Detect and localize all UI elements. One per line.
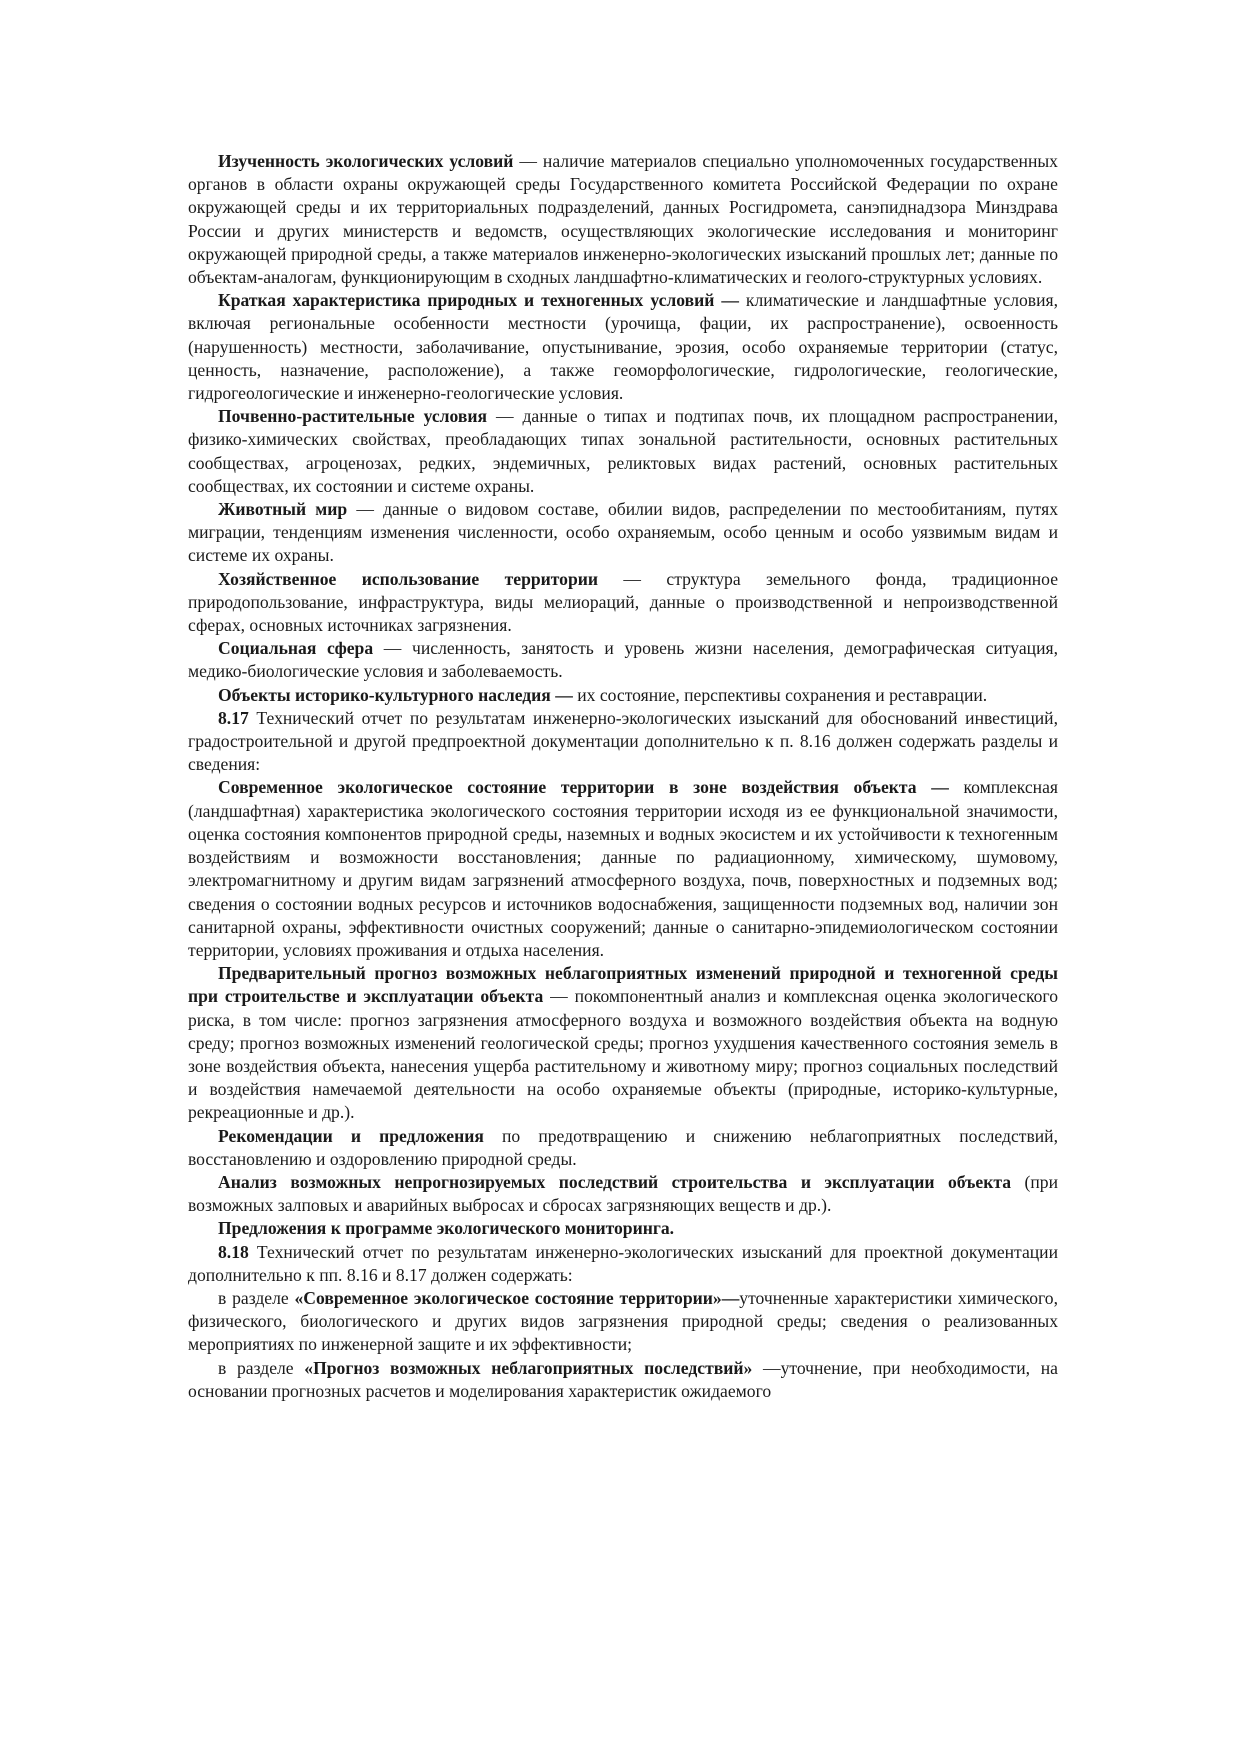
paragraph-section-current-state <box>188 1287 1058 1357</box>
paragraph-monitoring-proposals <box>188 1217 1058 1240</box>
document-page <box>188 150 1058 1403</box>
paragraph-preliminary-forecast <box>188 962 1058 1124</box>
paragraph-heritage <box>188 684 1058 707</box>
paragraph-text: Технический отчет по результатам инженерно-экологических изысканий для обоснований инвестиций, градостроительной и другой предпроектной документации дополнительно к п. 8.16 должен содержать разделы и сведения: <box>188 707 1058 775</box>
term-heading: Изученность экологических условий <box>218 151 514 171</box>
paragraph-natural-conditions <box>188 289 1058 405</box>
paragraph-text: (при возможных залповых и аварийных выбросах и сбросах загрязняющих веществ и др.). <box>188 1171 1058 1216</box>
term-heading: Объекты историко-культурного наследия — <box>218 684 573 705</box>
paragraph-text: их состояние, перспективы сохранения и реставрации. <box>572 684 988 705</box>
paragraph-ecology-knowledge <box>188 150 1058 289</box>
paragraph-land-use <box>188 568 1058 638</box>
paragraph-text: — наличие материалов специально уполномоченных государственных органов в области охраны окружающей среды Государственного комитета Российской Федерации по охране окружающей среды и их территориальных подразделений, данных Росгидромета, санэпиднадзора Минздрава России и других министерств и ведомств, осуществляющих экологические исследования и мониторинг окружающей природной среды, а также материалов инженерно-экологических изысканий прошлых лет; данные по объектам-аналогам, функционирующим в сходных ландшафтно-климатических и геолого-структурных условиях. <box>188 151 1058 288</box>
paragraph-text: комплексная (ландшафтная) характеристика экологического состояния территории исходя из ее функциональной значимости, оценка состояния компонентов природной среды, наземных и водных экосистем и их устойчивости к техногенным воздействиям и возможности восстановления; данные по радиационному, химическому, шумовому, электромагнитному и другим видам загрязнений атмосферного воздуха, почв, поверхностных и подземных вод; сведения о состоянии водных ресурсов и источников водоснабжения, защищенности подземных вод, наличии зон санитарной охраны, эффективности очистных сооружений; данные о санитарно-эпидемиологическом состоянии территории, условиях проживания и отдыха населения. <box>188 777 1059 960</box>
paragraph-recommendations <box>188 1125 1058 1171</box>
paragraph-text: уточненные характеристики химического, физического, биологического и других видов загрязнения природной среды; сведения о реализованных мероприятиях по инженерной защите и их эффективности; <box>188 1287 1058 1355</box>
paragraph-section-forecast <box>188 1357 1058 1403</box>
paragraph-text: — численность, занятость и уровень жизни населения, демографическая ситуация, медико-биологические условия и заболеваемость. <box>188 638 1058 682</box>
paragraph-text: — структура земельного фонда, традиционное природопользование, инфраструктура, виды мелиораций, данные о производственной и непроизводственной сферах, основных источниках загрязнения. <box>188 568 1058 636</box>
paragraph-section-8-18 <box>188 1241 1058 1287</box>
paragraph-prefix: в разделе <box>218 1357 305 1378</box>
term-heading: Хозяйственное использование территории <box>218 568 599 589</box>
paragraph-social-sphere <box>188 637 1058 683</box>
paragraph-text: — покомпонентный анализ и комплексная оценка экологического риска, в том числе: прогноз загрязнения атмосферного воздуха и возможного воздействия объекта на водную среду; прогноз возможных изменений геологической среды; прогноз ухудшения качественного состояния земель в зоне воздействия объекта, нанесения ущерба растительному и животному миру; прогноз социальных последствий и воздействия намечаемой деятельности на особо охраняемые объекты (природные, историко-культурные, рекреационные и др.). <box>188 986 1058 1123</box>
section-title: «Прогноз возможных неблагоприятных последствий» <box>304 1357 753 1378</box>
paragraph-section-8-17 <box>188 707 1058 777</box>
section-number: 8.17 <box>218 707 249 728</box>
term-heading: Предварительный прогноз возможных неблагоприятных изменений природной и техногенной среды при строительстве и эксплуатации объекта <box>188 963 1058 1007</box>
paragraph-text: по предотвращению и снижению неблагоприятных последствий, восстановлению и оздоровлению природной среды. <box>188 1125 1058 1169</box>
paragraph-unforeseen-consequences <box>188 1171 1058 1217</box>
term-heading: Современное экологическое состояние территории в зоне воздействия объекта — <box>218 777 949 798</box>
paragraph-soil-vegetation <box>188 405 1058 498</box>
paragraph-text: климатические и ландшафтные условия, включая региональные особенности местности (урочища, фации, их распространение), освоенность (нарушенность) местности, заболачивание, опустынивание, эрозия, особо охраняемые территории (статус, ценность, назначение, расположение), а также геоморфологические, гидрологические, геологические, гидрогеологические и инженерно-геологические условия. <box>188 290 1058 404</box>
term-heading: Социальная сфера <box>218 638 374 659</box>
paragraph-text: — данные о видовом составе, обилии видов, распределении по местообитаниям, путях миграции, тенденциям изменения численности, особо охраняемым, особо ценным и особо уязвимым видам и системе их охраны. <box>188 499 1059 566</box>
paragraph-text: — данные о типах и подтипах почв, их площадном распространении, физико-химических свойствах, преобладающих типах зональной растительности, основных растительных сообществах, агроценозах, редких, эндемичных, реликтовых видах растений, основных растительных сообществах, их состоянии и системе охраны. <box>188 406 1058 496</box>
term-heading: Рекомендации и предложения <box>218 1125 484 1146</box>
term-heading: Предложения к программе экологического мониторинга. <box>218 1218 675 1239</box>
paragraph-text: —уточнение, при необходимости, на основании прогнозных расчетов и моделирования характеристик ожидаемого <box>188 1357 1058 1401</box>
section-number: 8.18 <box>218 1241 249 1262</box>
paragraph-text: Технический отчет по результатам инженерно-экологических изысканий для проектной документации дополнительно к пп. 8.16 и 8.17 должен содержать: <box>188 1241 1058 1285</box>
term-heading: Животный мир <box>218 499 348 520</box>
section-title: «Современное экологическое состояние территории»— <box>294 1287 740 1308</box>
term-heading: Краткая характеристика природных и техногенных условий — <box>218 290 739 311</box>
paragraph-current-state <box>188 776 1058 962</box>
term-heading: Почвенно-растительные условия <box>218 406 488 427</box>
paragraph-fauna <box>188 498 1058 568</box>
paragraph-prefix: в разделе <box>218 1287 295 1308</box>
term-heading: Анализ возможных непрогнозируемых последствий строительства и эксплуатации объекта <box>218 1171 1012 1192</box>
